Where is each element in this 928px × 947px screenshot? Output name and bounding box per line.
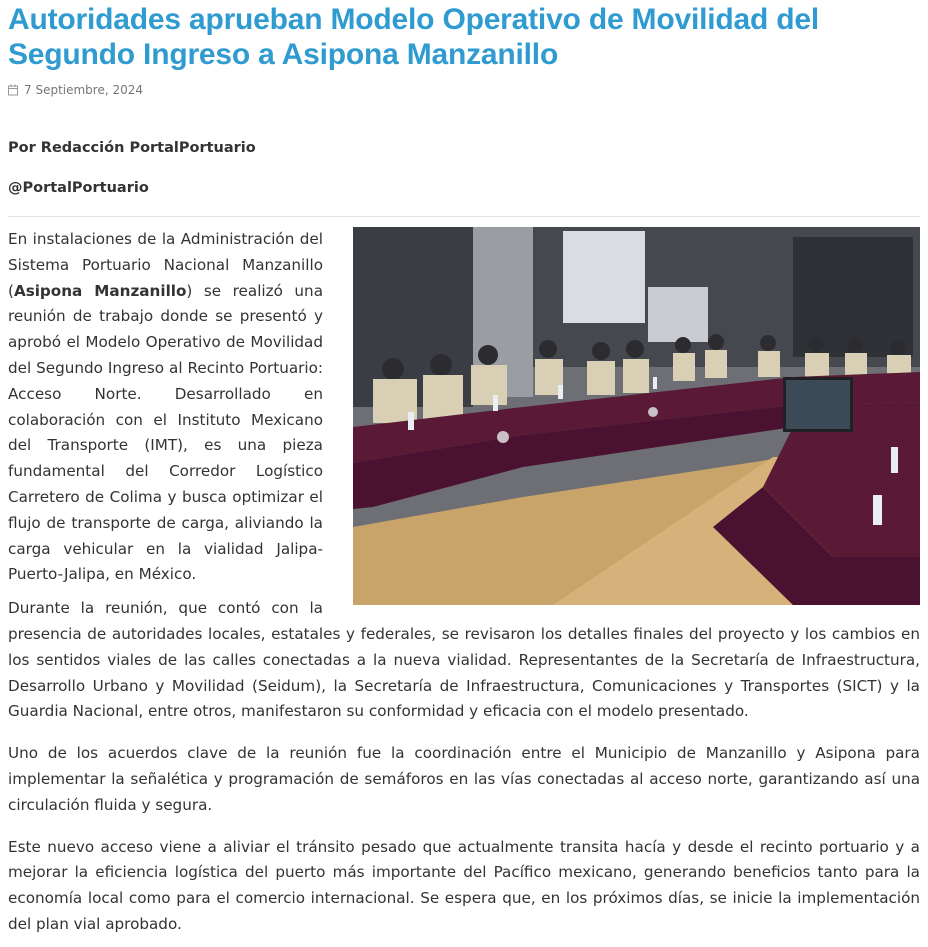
divider <box>8 216 920 217</box>
article <box>8 0 920 938</box>
paragraph-2: Durante la reunión, que contó con la presencia de autoridades locales, estatales y federales, se revisaron los detalles finales del proyecto y los cambios en los sentidos viales de las calles conectadas a la nueva vialidad. Representantes de la Secretaría de Infraestructura, Desarrollo Urbano y Movilidad (Seidum), la Secretaría de Infraestructura, Comunicaciones y Transportes (SICT) y la Guardia Nacional, entre otros, manifestaron su conformidad y eficacia con el modelo presentado. <box>8 599 920 721</box>
article-date: 7 Septiembre, 2024 <box>24 83 144 97</box>
paragraph-1-lead: En instalaciones de la Administración del Sistema Portuario Nacional Manzanillo ( <box>8 230 323 300</box>
author-handle[interactable]: @PortalPortuario <box>8 180 149 196</box>
calendar-icon <box>8 84 18 96</box>
paragraph-1-rest: ) se realizó una reunión de trabajo donde se presentó y aprobó el Modelo Operativo de Movilidad del Segundo Ingreso al Recinto Portuario: Acceso Norte. Desarrollado en colaboración con el Instituto Mexicano del Transporte (IMT), es una pieza fundamental del Corredor Logístico Carretero de Colima y busca optimizar el flujo de transporte de carga, aliviando la carga vehicular en la vialidad Jalipa-Puerto-Jalipa, en México. <box>8 281 323 584</box>
article-title: Autoridades aprueban Modelo Operativo de Movilidad del Segundo Ingreso a Asipona Manzanillo <box>8 3 819 71</box>
meeting-photo <box>353 227 920 605</box>
paragraph-4: Este nuevo acceso viene a aliviar el tránsito pesado que actualmente transita hacía y desde el recinto portuario y a mejorar la eficiencia logística del puerto más importante del Pacífico mexicano, generando beneficios tanto para la economía local como para el comercio internacional. Se espera que, en los próximos días, se inicie la implementación del plan vial aprobado. <box>8 837 920 933</box>
organization-name: Asipona Manzanillo <box>13 281 187 300</box>
article-body <box>8 227 920 938</box>
author-byline: Por Redacción PortalPortuario <box>8 140 256 156</box>
article-meta <box>8 82 920 98</box>
paragraph-3: Uno de los acuerdos clave de la reunión fue la coordinación entre el Municipio de Manzanillo y Asipona para implementar la señalética y programación de semáforos en las vías conectadas al acceso norte, garantizando así una circulación fluida y segura. <box>8 744 920 814</box>
